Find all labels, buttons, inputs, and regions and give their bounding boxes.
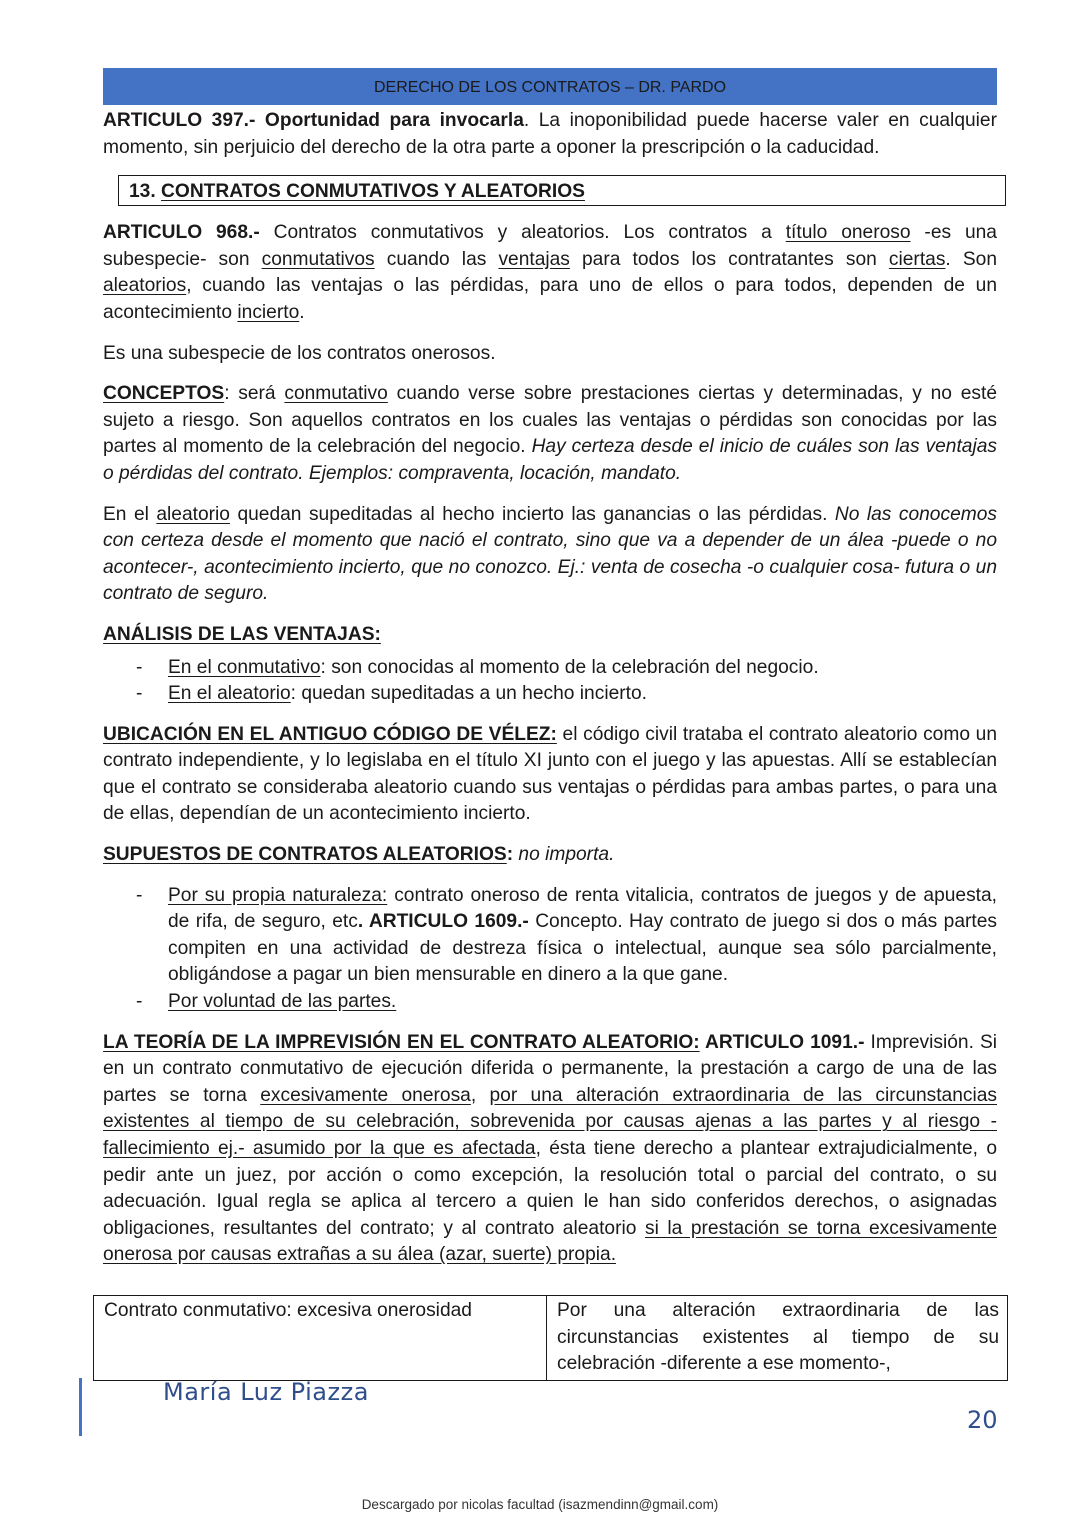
ubicacion-heading: UBICACIÓN EN EL ANTIGUO CÓDIGO DE VÉLEZ: — [103, 723, 557, 745]
underlined-term: aleatorios — [103, 275, 187, 297]
article-397-label: ARTICULO 397.- — [103, 110, 256, 131]
article-397-title: Oportunidad para invocarla — [264, 110, 524, 131]
download-notice: Descargado por nicolas facultad (isazmendinn@gmail.com) — [361, 1497, 719, 1512]
list-item — [103, 883, 997, 989]
table-cell-right: Por una alteración extraordinaria de las circunstancias existentes al tiempo de su celebración -diferente a ese momento-, — [547, 1296, 1008, 1381]
supuestos-list — [103, 883, 997, 1016]
list-item — [103, 655, 997, 682]
article-968-label: ARTICULO 968.- — [103, 222, 260, 244]
list-item-term: En el aleatorio — [168, 683, 291, 705]
article-968-text: , cuando las ventajas o las pérdidas, para uno de ellos o para todos, dependen de un acontecimiento — [103, 275, 997, 323]
analisis-list — [103, 655, 997, 708]
aleatorio-text: En el — [103, 503, 157, 525]
ubicacion-paragraph — [103, 722, 997, 828]
list-item-term: Por su propia naturaleza: — [168, 884, 388, 906]
teoria-heading: LA TEORÍA DE LA IMPREVISIÓN EN EL CONTRATO ALEATORIO: — [103, 1031, 700, 1053]
conceptos-text: : será — [224, 383, 285, 405]
list-item — [103, 681, 997, 708]
list-item — [103, 989, 997, 1016]
list-item-term: Por voluntad de las partes. — [168, 991, 397, 1013]
page-content — [103, 108, 997, 1269]
article-968-text: . Son — [945, 248, 997, 270]
teoria-paragraph — [103, 1030, 997, 1269]
analisis-heading — [103, 622, 997, 649]
list-item-text: : son conocidas al momento de la celebración del negocio. — [320, 656, 819, 678]
underlined-term: conmutativo — [284, 383, 388, 405]
underlined-term: título oneroso — [785, 222, 911, 244]
comparison-table — [93, 1295, 1008, 1381]
list-item-term: En el conmutativo — [168, 656, 321, 678]
conceptos-label: CONCEPTOS — [103, 383, 225, 405]
article-397-text: . La inoponibilidad puede hacerse valer en cualquier momento, sin perjuicio del derecho de la otra parte a oponer la prescripción o la caducidad. — [103, 110, 997, 158]
aleatorio-italic-text: No las conocemos con certeza desde el momento que nació el contrato, sino que va a depender de un álea -puede o no acontecer-, acontecimiento incierto, que no conozco. Ej.: venta de cosecha -o cualquier cosa- futura o un contrato de seguro. — [103, 503, 997, 605]
article-968-text: Contratos conmutativos y aleatorios. Los contratos a — [259, 222, 786, 244]
list-item-text: : quedan supeditadas a un hecho incierto. — [290, 683, 647, 705]
supuestos-heading-text: SUPUESTOS DE CONTRATOS ALEATORIOS — [103, 844, 507, 866]
supuestos-colon: : — [506, 844, 514, 866]
conceptos-paragraph — [103, 381, 997, 487]
article-968-text: -es una subespecie- son — [103, 222, 997, 270]
underlined-term: aleatorio — [156, 503, 230, 525]
aleatorio-paragraph — [103, 502, 997, 608]
article-968-paragraph — [103, 220, 997, 326]
section-number: 13. — [129, 181, 156, 203]
article-968-text: cuando las — [374, 248, 499, 270]
teoria-text: Imprevisión. Si en un contrato conmutativo de ejecución diferida o permanente, la prestación a cargo de una de las partes se torna — [103, 1031, 998, 1106]
underlined-term: excesivamente onerosa — [260, 1084, 471, 1106]
underlined-term: conmutativos — [261, 248, 375, 270]
underlined-term: por una alteración extraordinaria de las circunstancias existentes al tiempo de su celebración, sobrevenida por causas ajenas a las partes y al riesgo -fallecimiento ej.- asumido por la que es afectada — [103, 1084, 997, 1159]
article-1091-label: ARTICULO 1091.- — [699, 1031, 865, 1053]
section-heading-box — [118, 175, 1006, 206]
analisis-heading-text: ANÁLISIS DE LAS VENTAJAS: — [103, 623, 381, 645]
list-item-text: contrato oneroso de renta vitalicia, contratos de juegos y de apuesta, de rifa, de seguro, etc — [168, 884, 998, 933]
underlined-term: si la prestación se torna excesivamente onerosa por causas extrañas a su álea (azar, suerte) propia. — [103, 1217, 997, 1266]
article-968-text: . — [299, 301, 305, 323]
footer-author: María Luz Piazza — [163, 1378, 369, 1406]
article-968-text: para todos los contratantes son — [569, 248, 889, 270]
supuestos-italic-note: no importa. — [513, 844, 615, 866]
list-item-text: Concepto. Hay contrato de juego si dos o más partes compiten en una actividad de destreza física o intelectual, aunque sea sólo parcialmente, obligándose a pagar un bien mensurable en dinero a la que gane. — [168, 911, 997, 986]
page-number: 20 — [967, 1406, 998, 1434]
article-397-paragraph — [103, 108, 997, 161]
underlined-term: ventajas — [498, 248, 570, 270]
table-cell-left: Contrato conmutativo: excesiva onerosidad — [94, 1296, 547, 1381]
teoria-text: , ésta tiene derecho a plantear extrajudicialmente, o pedir ante un juez, por acción o como excepción, la resolución total o parcial del contrato, o su adecuación. Igual regla se aplica al tercero a quien le han sido conferidos derechos, o asignadas obligaciones, resultantes del contrato; y al contrato aleatorio — [103, 1138, 997, 1239]
section-title: CONTRATOS CONMUTATIVOS Y ALEATORIOS — [161, 181, 585, 203]
ubicacion-text: el código civil trataba el contrato aleatorio como un contrato independiente, y lo legislaba en el título XI junto con el juego y las apuestas. Allí se establecían que el contrato se consideraba aleatorio cuando sus ventajas o pérdidas para ambas partes, o para una de ellas, dependían de un acontecimiento incierto. — [103, 723, 997, 825]
underlined-term: ciertas — [888, 248, 946, 270]
table-row — [94, 1296, 1008, 1381]
page-header: DERECHO DE LOS CONTRATOS – DR. PARDO — [103, 68, 997, 105]
supuestos-heading — [103, 842, 997, 869]
underlined-term: incierto — [237, 301, 300, 323]
conceptos-text: cuando verse sobre prestaciones ciertas y determinadas, y no esté sujeto a riesgo. Son aquellos contratos en los cuales las ventajas o pérdidas son conocidas por las partes al momento de la celebración del negocio. — [103, 383, 997, 458]
teoria-text: , — [470, 1084, 490, 1106]
footer-accent-bar — [79, 1378, 82, 1436]
subespecie-paragraph: Es una subespecie de los contratos onerosos. — [103, 342, 496, 364]
aleatorio-text: quedan supeditadas al hecho incierto las ganancias o las pérdidas. — [229, 503, 835, 525]
article-1609-label: . ARTICULO 1609.- — [357, 911, 529, 933]
conceptos-italic-text: Hay certeza desde el inicio de cuáles son las ventajas o pérdidas del contrato. Ejemplos: compraventa, locación, mandato. — [103, 436, 997, 484]
